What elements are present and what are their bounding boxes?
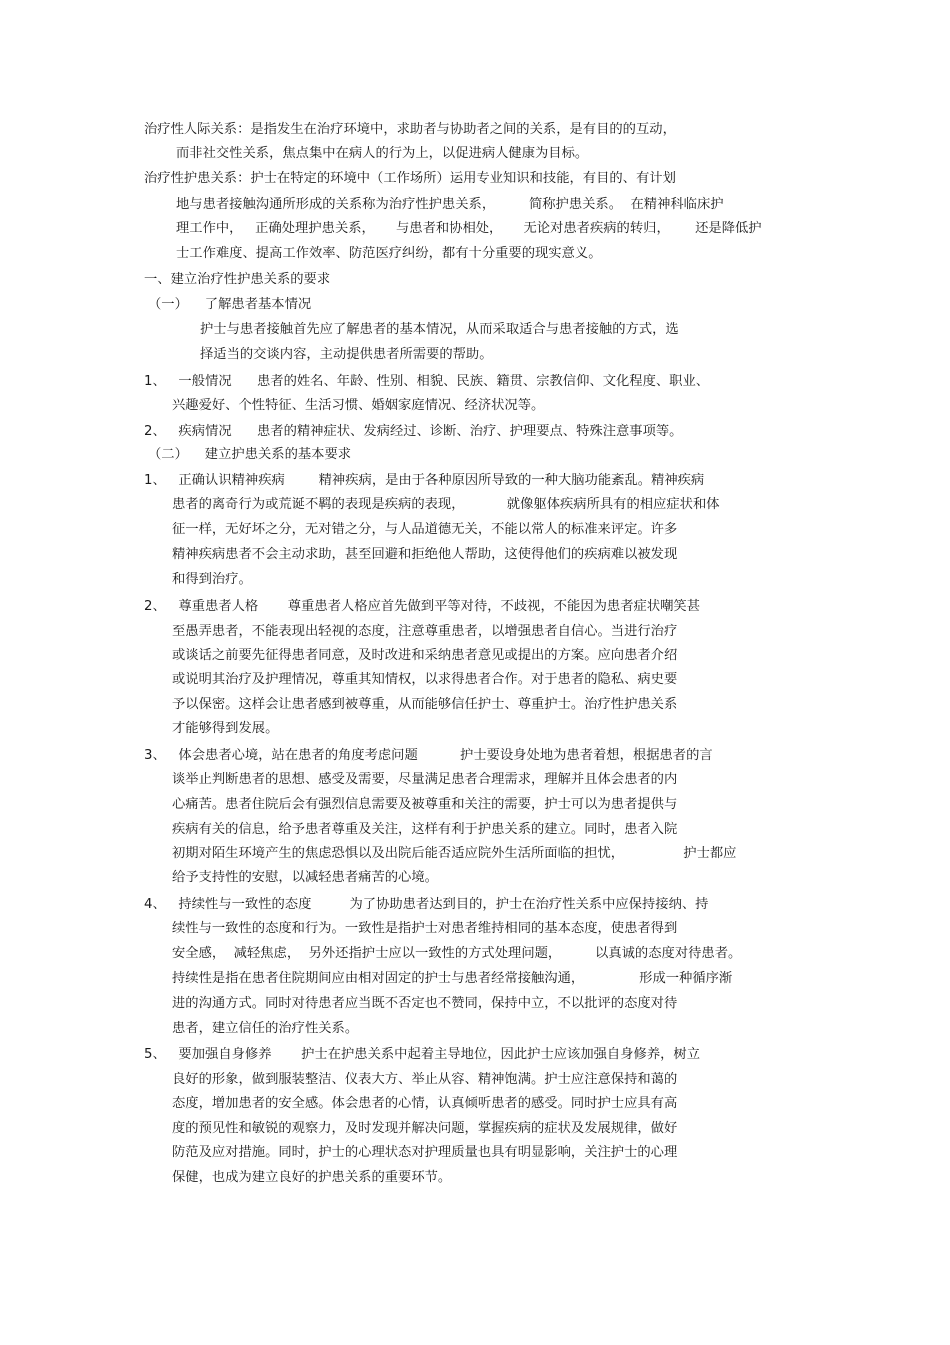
text-line bbox=[172, 994, 677, 1014]
text-line bbox=[172, 1168, 451, 1188]
text-line-content: 2、 疾病情况 患者的精神症状、发病经过、诊断、治疗、护理要点、特殊注意事项等。 bbox=[144, 424, 683, 439]
text-line-content: 和得到治疗。 bbox=[172, 572, 252, 587]
text-line-content: 患者，建立信任的治疗性关系。 bbox=[172, 1021, 359, 1036]
text-line bbox=[144, 270, 330, 290]
text-line-content: 一、建立治疗性护患关系的要求 bbox=[144, 272, 331, 287]
text-line-content: 或说明其治疗及护理情况，尊重其知情权，以求得患者合作。对于患者的隐私、病史要 bbox=[172, 672, 678, 687]
text-line-content: 护士与患者接触首先应了解患者的基本情况，从而采取适合与患者接触的方式，选 bbox=[200, 322, 679, 337]
text-line-content: 防范及应对措施。同时，护士的心理状态对护理质量也具有明显影响，关注护士的心理 bbox=[172, 1145, 678, 1160]
text-line-content: 3、 体会患者心境，站在患者的角度考虑问题 护士要设身处地为患者着想，根据患者的言 bbox=[144, 748, 713, 763]
text-line-content: （二） 建立护患关系的基本要求 bbox=[148, 447, 352, 462]
text-line bbox=[144, 120, 676, 140]
text-line bbox=[172, 1094, 677, 1114]
text-line bbox=[144, 169, 676, 189]
text-line bbox=[172, 868, 438, 888]
text-line-content: 至愚弄患者，不能表现出轻视的态度，注意尊重患者，以增强患者自信心。当进行治疗 bbox=[172, 624, 678, 639]
text-line bbox=[144, 471, 704, 491]
text-line bbox=[148, 295, 311, 315]
text-line-content: 治疗性人际关系：是指发生在治疗环境中，求助者与协助者之间的关系，是有目的的互动， bbox=[144, 122, 676, 137]
text-line bbox=[172, 1070, 677, 1090]
text-line bbox=[172, 570, 252, 590]
text-line-content: 精神疾病患者不会主动求助，甚至回避和拒绝他人帮助，这使得他们的疾病难以被发现 bbox=[172, 547, 678, 562]
text-line-content: 才能够得到发展。 bbox=[172, 721, 279, 736]
text-line-content: 进的沟通方式。同时对待患者应当既不否定也不赞同，保持中立，不以批评的态度对待 bbox=[172, 996, 678, 1011]
text-line bbox=[172, 670, 677, 690]
text-line bbox=[172, 545, 677, 565]
text-line bbox=[172, 844, 736, 864]
text-line bbox=[144, 746, 713, 766]
text-line bbox=[172, 1119, 677, 1139]
text-line-content: 或谈话之前要先征得患者同意，及时改进和采纳患者意见或提出的方案。应向患者介绍 bbox=[172, 648, 678, 663]
text-line-content: 患者的离奇行为或荒诞不羁的表现是疾病的表现， 就像躯体疾病所具有的相应症状和体 bbox=[172, 497, 720, 512]
text-line-content: 续性与一致性的态度和行为。一致性是指护士对患者维持相同的基本态度，使患者得到 bbox=[172, 921, 678, 936]
text-line-content: 4、 持续性与一致性的态度 为了协助患者达到目的，护士在治疗性关系中应保持接纳、持 bbox=[144, 897, 709, 912]
text-line bbox=[144, 422, 682, 442]
text-line bbox=[148, 445, 351, 465]
text-line bbox=[172, 646, 677, 666]
text-line bbox=[172, 396, 544, 416]
text-line-content: 心痛苦。患者住院后会有强烈信息需要及被尊重和关注的需要，护士可以为患者提供与 bbox=[172, 797, 678, 812]
text-line bbox=[144, 1045, 700, 1065]
text-line bbox=[176, 144, 588, 164]
text-line-content: 持续性是指在患者住院期间应由相对固定的护士与患者经常接触沟通， 形成一种循序渐 bbox=[172, 971, 733, 986]
text-line-content: 保健，也成为建立良好的护患关系的重要环节。 bbox=[172, 1170, 452, 1185]
text-line-content: 地与患者接触沟通所形成的关系称为治疗性护患关系， 简称护患关系。 在精神科临床护 bbox=[176, 197, 724, 212]
text-line-content: 疾病有关的信息，给予患者尊重及关注，这样有利于护患关系的建立。同时，患者入院 bbox=[172, 822, 678, 837]
text-line-content: 5、 要加强自身修养 护士在护患关系中起着主导地位，因此护士应该加强自身修养，树立 bbox=[144, 1047, 701, 1062]
text-line-content: 给予支持性的安慰，以减轻患者痛苦的心境。 bbox=[172, 870, 438, 885]
text-line bbox=[144, 895, 708, 915]
text-line bbox=[144, 372, 709, 392]
text-line bbox=[172, 944, 741, 964]
text-line bbox=[176, 195, 724, 215]
text-line-content: 予以保密。这样会让患者感到被尊重，从而能够信任护士、尊重护士。治疗性护患关系 bbox=[172, 697, 678, 712]
text-line-content: 初期对陌生环境产生的焦虑恐惧以及出院后能否适应院外生活所面临的担忧， 护士都应 bbox=[172, 846, 737, 861]
text-line bbox=[144, 597, 700, 617]
text-line bbox=[172, 719, 278, 739]
text-line-content: 良好的形象，做到服装整洁、仪表大方、举止从容、精神饱满。护士应注意保持和蔼的 bbox=[172, 1072, 678, 1087]
text-line-content: 理工作中， 正确处理护患关系， 与患者和协相处， 无论对患者疾病的转归， 还是降低护 bbox=[176, 221, 762, 236]
text-line-content: （一） 了解患者基本情况 bbox=[148, 297, 312, 312]
text-line-content: 而非社交性关系，焦点集中在病人的行为上，以促进病人健康为目标。 bbox=[176, 146, 589, 161]
text-line bbox=[200, 320, 679, 340]
text-line bbox=[172, 622, 677, 642]
text-line bbox=[200, 345, 493, 365]
text-line-content: 2、 尊重患者人格 尊重患者人格应首先做到平等对待，不歧视，不能因为患者症状嘲笑甚 bbox=[144, 599, 701, 614]
text-line-content: 安全感， 减轻焦虑， 另外还指护士应以一致性的方式处理问题， 以真诚的态度对待患者。 bbox=[172, 946, 742, 961]
text-line bbox=[172, 969, 732, 989]
text-line bbox=[172, 919, 677, 939]
text-line-content: 1、 一般情况 患者的姓名、年龄、性别、相貌、民族、籍贯、宗教信仰、文化程度、职业、 bbox=[144, 374, 710, 389]
text-line bbox=[172, 695, 677, 715]
text-line-content: 兴趣爱好、个性特征、生活习惯、婚姻家庭情况、经济状况等。 bbox=[172, 398, 545, 413]
text-line bbox=[176, 244, 602, 264]
text-line bbox=[172, 1019, 358, 1039]
text-line-content: 治疗性护患关系：护士在特定的环境中（工作场所）运用专业知识和技能，有目的、有计划 bbox=[144, 171, 676, 186]
text-line bbox=[172, 520, 677, 540]
text-line-content: 1、 正确认识精神疾病 精神疾病，是由于各种原因所导致的一种大脑功能紊乱。精神疾病 bbox=[144, 473, 705, 488]
text-line-content: 态度，增加患者的安全感。体会患者的心情，认真倾听患者的感受。同时护士应具有高 bbox=[172, 1096, 678, 1111]
text-line-content: 士工作难度、提高工作效率、防范医疗纠纷，都有十分重要的现实意义。 bbox=[176, 246, 602, 261]
text-line-content: 谈举止判断患者的思想、感受及需要，尽量满足患者合理需求，理解并且体会患者的内 bbox=[172, 772, 678, 787]
text-line bbox=[172, 1143, 677, 1163]
text-line bbox=[176, 219, 762, 239]
text-line-content: 征一样，无好坏之分，无对错之分，与人品道德无关，不能以常人的标准来评定。许多 bbox=[172, 522, 678, 537]
text-line bbox=[172, 770, 677, 790]
text-line-content: 度的预见性和敏锐的观察力，及时发现并解决问题，掌握疾病的症状及发展规律，做好 bbox=[172, 1121, 678, 1136]
text-line-content: 择适当的交谈内容，主动提供患者所需要的帮助。 bbox=[200, 347, 493, 362]
text-line bbox=[172, 795, 677, 815]
text-line bbox=[172, 820, 677, 840]
text-line bbox=[172, 495, 720, 515]
